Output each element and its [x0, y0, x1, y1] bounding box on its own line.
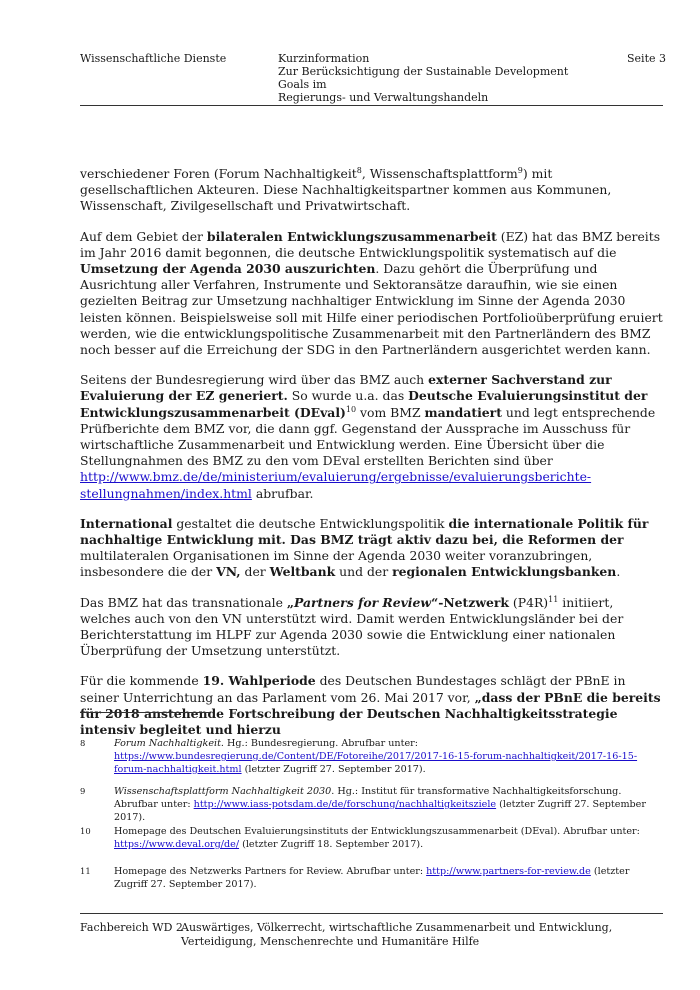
paragraph-partners-for-review — [80, 595, 663, 660]
footer-section: Fachbereich WD 2 — [80, 921, 183, 934]
footer-section-description: Auswärtiges, Völkerrecht, wirtschaftliche Zusammenarbeit und Entwicklung, Verteidigung, Menschenrechte und Humanitäre Hilfe — [181, 921, 613, 948]
footnote-number: 11 — [80, 866, 91, 876]
footnote-ref-9[interactable]: 9 — [517, 165, 523, 175]
footnote-9-link[interactable]: http://www.iass-potsdam.de/de/forschung/nachhaltigkeitsziele — [193, 799, 497, 810]
text: Homepage des Netzwerks Partners for Review. Abrufbar unter: — [114, 866, 427, 877]
bold-text: „dass der PBnE die bereits für 2018 anstehende Fortschreibung der Deutschen Nachhaltigkeitsstrategie intensiv begleitet und hierzu — [80, 689, 661, 738]
bold-text: 19. Wahlperiode — [202, 673, 316, 689]
footnote-divider — [80, 712, 210, 713]
text: Auf dem Gebiet der — [80, 228, 207, 244]
footnote-9 — [80, 785, 663, 824]
header-department: Wissenschaftliche Dienste — [80, 52, 227, 65]
text: der — [240, 564, 270, 580]
text: vom BMZ — [356, 404, 425, 420]
footnote-8 — [80, 737, 663, 776]
text: (letzter Zugriff 18. September 2017). — [239, 839, 424, 850]
text: Homepage des Deutschen Evaluierungsinstituts der Entwicklungszusammenarbeit (DEval). Abrufbar unter: — [114, 826, 640, 837]
text: (letzter Zugriff 27. September 2017). — [114, 866, 630, 890]
bold-text: externer Sachverstand zur Evaluierung der EZ generiert. — [80, 372, 612, 404]
text: (letzter Zugriff 27. September 2017). — [241, 764, 426, 775]
bold-text: “-Netzwerk — [431, 594, 509, 610]
paragraph-bilateral — [80, 229, 663, 359]
header-doc-type: Kurzinformation — [278, 52, 370, 65]
bold-text: Weltbank — [269, 564, 336, 580]
text: . Dazu gehört die Überprüfung und Ausrichtung aller Verfahren, Instrumente und Sektoransätze daraufhin, wie sie einen gezielten Beitrag zur Umsetzung nachhaltiger Entwicklung im Sinne der Agenda 2030 leisten können. Beispielsweise soll mit Hilfe einer periodischen Portfolioüberprüfung eruiert werden, wie die entwicklungspolitische Zusammenarbeit mit den Partnerländern des BMZ noch besser auf die Erreichung der SDG in den Partnerländern ausgerichtet werden kann. — [80, 261, 663, 358]
header-document-title — [278, 52, 598, 104]
footnote-title: Wissenschaftsplattform Nachhaltigkeit 2030. — [114, 786, 335, 797]
body-text — [80, 166, 663, 752]
paragraph-wahlperiode — [80, 673, 663, 738]
text: initiiert, welches auch von den VN unterstützt wird. Damit werden Entwicklungsländer bei der Berichterstattung im HLPF zur Agenda 2030 sowie die Entwicklung einer nationalen Überprüfung der Umsetzung unterstützt. — [80, 594, 624, 659]
footnote-number: 8 — [80, 738, 86, 748]
text: (EZ) hat das BMZ bereits im Jahr 2016 damit begonnen, die deutsche Entwicklungspolitik systematisch auf die — [80, 228, 661, 260]
text: verschiedener Foren (Forum Nachhaltigkeit — [80, 166, 357, 181]
text: Das BMZ hat das transnationale — [80, 594, 287, 610]
footnote-title: Forum Nachhaltigkeit. — [114, 738, 224, 749]
page-number: Seite 3 — [627, 52, 666, 65]
text: Für die kommende — [80, 673, 203, 689]
bold-text: bilateralen Entwicklungszusammenarbeit — [206, 228, 497, 244]
text: , Wissenschaftsplattform — [361, 166, 518, 181]
text: des Deutschen Bundestages schlägt der PBnE in seiner Unterrichtung an das Parlament vom 26. Mai 2017 vor, — [80, 673, 626, 705]
bold-text: International — [80, 515, 173, 531]
paragraph-evaluation — [80, 372, 663, 502]
bmz-evaluation-link[interactable]: http://www.bmz.de/de/ministerium/evaluierung/ergebnisse/evaluierungsberichte-stellungnahmen/index.html — [80, 469, 592, 501]
bold-text: die internationale Politik für nachhaltige Entwicklung mit. Das BMZ trägt aktiv dazu bei, die Reformen der — [80, 515, 649, 548]
footnote-number: 10 — [80, 826, 91, 836]
header-subject-line1: Zur Berücksichtigung der Sustainable Development Goals im — [278, 65, 569, 91]
footnote-10-link[interactable]: https://www.deval.org/de/ — [114, 839, 240, 850]
paragraph-forums — [80, 166, 663, 215]
bold-text: „ — [286, 594, 295, 610]
footnote-number: 9 — [80, 786, 86, 796]
text: abrufbar. — [251, 485, 314, 501]
bold-text: Umsetzung der Agenda 2030 auszurichten — [80, 261, 376, 277]
text: (P4R) — [508, 594, 549, 610]
text: So wurde u.a. das — [287, 388, 409, 404]
text: gestaltet die deutsche Entwicklungspolitik — [172, 515, 449, 531]
bold-text: mandatiert — [424, 404, 502, 420]
text: multilateralen Organisationen im Sinne der Agenda 2030 weiter voranzubringen, insbesondere die der — [80, 548, 593, 580]
footer-divider — [80, 913, 663, 914]
text: Hg.: Institut für transformative Nachhaltigkeitsforschung. Abrufbar unter: — [114, 786, 622, 810]
footnote-11-link[interactable]: http://www.partners-for-review.de — [426, 866, 591, 877]
text: und der — [335, 564, 393, 580]
text: Seitens der Bundesregierung wird über das BMZ auch — [80, 372, 429, 388]
bold-text: Deutsche Evaluierungsinstitut der Entwicklungszusammenarbeit (DEval) — [80, 388, 648, 420]
footnote-ref-8[interactable]: 8 — [356, 165, 362, 175]
footnote-ref-10[interactable]: 10 — [345, 404, 357, 414]
text: . — [616, 564, 621, 580]
text: (letzter Zugriff 27. September 2017). — [114, 799, 646, 823]
text: Hg.: Bundesregierung. Abrufbar unter: — [223, 738, 418, 749]
paragraph-international — [80, 516, 663, 581]
text: ) mit gesellschaftlichen Akteuren. Diese Nachhaltigkeitspartner kommen aus Kommunen, Wissenschaft, Zivilgesellschaft und Privatwirtschaft. — [80, 166, 612, 214]
text: und legt entsprechende Prüfberichte dem BMZ vor, die dann ggf. Gegenstand der Aussprache im Ausschuss für wirtschaftliche Zusammenarbeit und Entwicklung werden. Eine Übersicht über die Stellungnahmen des BMZ zu den vom DEval erstellten Berichten sind über — [80, 404, 656, 469]
bold-italic-text: Partners for Review — [294, 594, 432, 610]
footnote-10 — [80, 825, 663, 851]
header-divider — [80, 105, 663, 106]
bold-text: VN, — [216, 564, 241, 580]
footnote-11 — [80, 865, 663, 891]
footnote-8-link[interactable]: https://www.bundesregierung.de/Content/DE/Fotoreihe/2017/2017-16-15-forum-nachhaltigkeit/2017-16-15-forum-nachhaltigkeit.html — [114, 751, 638, 775]
footnote-ref-11[interactable]: 11 — [548, 594, 559, 604]
header-subject-line2: Regierungs- und Verwaltungshandeln — [278, 91, 489, 104]
bold-text: regionalen Entwicklungsbanken — [392, 564, 617, 580]
